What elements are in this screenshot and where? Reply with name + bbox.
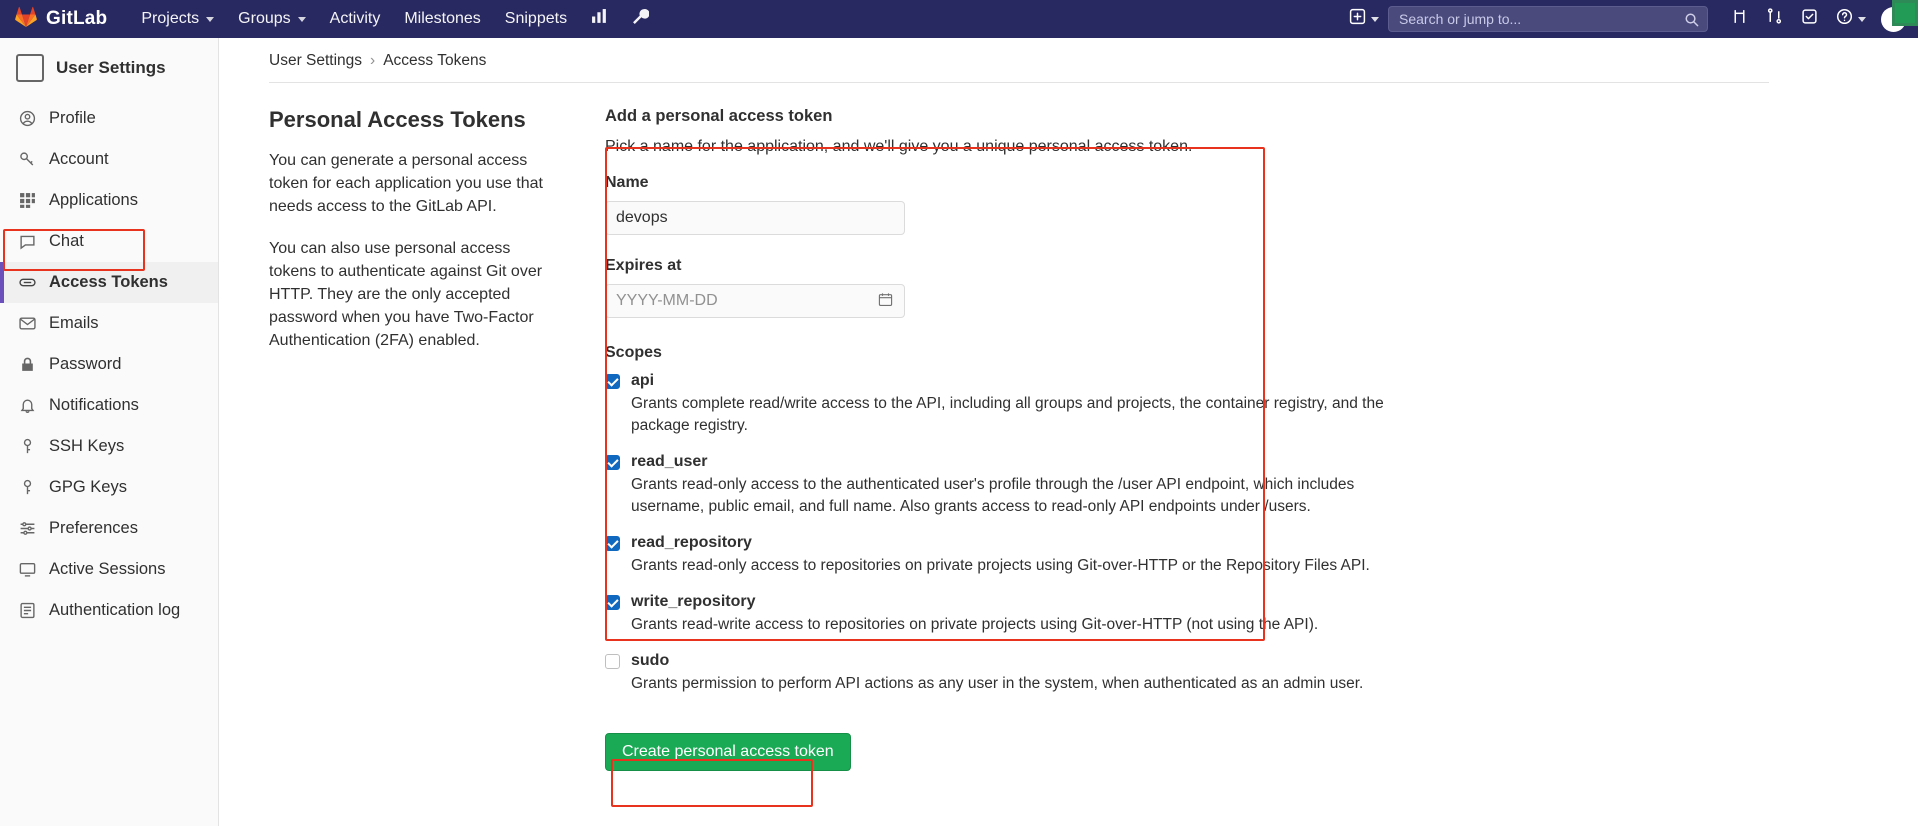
sidebar-item-account[interactable] [0,139,218,180]
sidebar-item-password[interactable] [0,344,218,385]
breadcrumb-current: Access Tokens [383,52,487,69]
sidebar-item-chat[interactable] [0,221,218,262]
sidebar-item-profile[interactable] [0,98,218,139]
chevron-down-icon [1858,17,1866,22]
sidebar-item-access-tokens[interactable] [0,262,218,303]
nav-label: Activity [329,10,381,27]
description-paragraph-2: You can also use personal access tokens to authenticate against Git over HTTP. They are the only accepted password when you have Two-Factor Authentication (2FA) enabled. [269,239,543,350]
nav-label: Snippets [504,10,568,27]
sidebar-item-label: Profile [49,109,96,127]
sidebar-item-label: Account [49,150,109,168]
help-icon [1836,8,1853,30]
sidebar-item-authentication-log[interactable] [0,590,218,631]
todos-icon [1801,8,1818,30]
apps-icon [18,191,37,210]
scope-read-user-label[interactable]: read_user [631,453,708,470]
sidebar-item-applications[interactable] [0,180,218,221]
issues-icon [1766,8,1783,30]
merge-request-icon [1731,8,1748,30]
gitlab-logo[interactable] [14,5,107,34]
breadcrumb [219,38,1918,70]
token-expires-input[interactable] [605,284,905,318]
description-column [269,107,549,771]
preferences-icon [18,519,37,538]
nav-right-group [1340,2,1906,36]
scope-read-repository [605,534,1395,577]
nav-item-admin[interactable] [620,0,661,38]
chevron-down-icon [206,17,214,22]
scope-api-checkbox[interactable] [605,374,620,389]
scope-sudo-checkbox[interactable] [605,654,620,669]
scope-api-description: Grants complete read/write access to the API, including all groups and projects, the container registry, and the package registry. [631,395,1384,434]
name-field-label: Name [605,174,649,191]
main-content [219,38,1918,826]
token-form-column [605,107,1395,771]
nav-item-analytics[interactable] [579,0,620,38]
sidebar-item-emails[interactable] [0,303,218,344]
expires-field-wrapper [605,284,905,318]
nav-label: Groups [238,10,291,27]
user-settings-icon [16,54,44,82]
corner-indicator [1892,0,1918,26]
merge-requests-button[interactable] [1722,2,1757,36]
scope-write-repository-checkbox[interactable] [605,595,620,610]
chevron-down-icon [298,17,306,22]
chat-icon [18,232,37,251]
wrench-icon [632,8,649,30]
gpg-key-icon [18,478,37,497]
help-button[interactable] [1827,2,1875,36]
token-icon [18,273,37,292]
page-title: Personal Access Tokens [269,107,526,132]
nav-label: Projects [141,10,200,27]
nav-label: Milestones [404,10,481,27]
nav-item-projects[interactable] [129,2,226,36]
search-icon [1684,12,1699,32]
scope-write-repository-description: Grants read-write access to repositories on private projects using Git-over-HTTP (not using the API). [631,616,1319,633]
sidebar-item-label: Password [49,355,122,373]
gitlab-tanuki-icon [14,5,38,34]
sidebar-item-label: Emails [49,314,99,332]
scope-sudo-description: Grants permission to perform API actions as any user in the system, when authenticated as an admin user. [631,675,1364,692]
breadcrumb-separator: › [370,52,376,69]
user-settings-sidebar [0,38,219,826]
form-heading: Add a personal access token [605,107,833,125]
global-search[interactable] [1388,6,1708,32]
page-body [0,38,1918,826]
chevron-down-icon [1371,17,1379,22]
todos-button[interactable] [1792,2,1827,36]
nav-item-snippets[interactable] [493,2,579,36]
form-description: Pick a name for the application, and we'll give you a unique personal access token. [605,138,1193,155]
sidebar-item-label: Chat [49,232,84,250]
scopes-label: Scopes [605,344,662,361]
sidebar-item-preferences[interactable] [0,508,218,549]
top-navigation-bar [0,0,1918,38]
bell-icon [18,396,37,415]
scope-api-label[interactable]: api [631,372,655,389]
scope-write-repository [605,593,1395,636]
user-icon [18,109,37,128]
sidebar-item-label: Applications [49,191,138,209]
sidebar-item-ssh-keys[interactable] [0,426,218,467]
scope-read-repository-checkbox[interactable] [605,536,620,551]
log-icon [18,601,37,620]
scope-sudo [605,652,1395,695]
nav-item-groups[interactable] [226,2,317,36]
sidebar-item-label: GPG Keys [49,478,127,496]
plus-square-icon [1349,8,1366,30]
gitlab-brand-text: GitLab [46,8,108,29]
breadcrumb-user-settings[interactable]: User Settings [269,52,363,69]
scope-read-repository-label[interactable]: read_repository [631,534,752,551]
sidebar-item-label: Active Sessions [49,560,166,578]
submit-wrapper [605,733,851,771]
mail-icon [18,314,37,333]
scope-api [605,372,1395,437]
issues-button[interactable] [1757,2,1792,36]
analytics-icon [591,8,608,30]
scope-read-user-description: Grants read-only access to the authenticated user's profile through the /user API endpoint, which includes username, public email, and full name. Also grants access to read-only API endpoints under /users. [631,476,1355,515]
nav-item-activity[interactable] [318,2,393,36]
ssh-key-icon [18,437,37,456]
sidebar-title-label: User Settings [56,58,166,77]
sidebar-item-active-sessions[interactable] [0,549,218,590]
content-columns [219,83,1799,771]
sidebar-item-label: Notifications [49,396,139,414]
search-input[interactable] [1397,10,1699,28]
sidebar-item-gpg-keys[interactable] [0,467,218,508]
sidebar-item-label: Preferences [49,519,138,537]
create-personal-access-token-button[interactable]: Create personal access token [605,733,851,771]
scope-read-user-checkbox[interactable] [605,455,620,470]
sidebar-item-label: SSH Keys [49,437,125,455]
sidebar-title [0,38,218,98]
sidebar-item-notifications[interactable] [0,385,218,426]
expires-field-label: Expires at [605,257,682,274]
scope-sudo-label[interactable]: sudo [631,652,670,669]
nav-menu [129,0,661,38]
sidebar-item-label: Access Tokens [49,273,168,291]
sidebar-item-label: Authentication log [49,601,181,619]
new-item-button[interactable] [1340,2,1388,36]
monitor-icon [18,560,37,579]
nav-item-milestones[interactable] [392,2,492,36]
scope-write-repository-label[interactable]: write_repository [631,593,756,610]
key-icon [18,150,37,169]
lock-icon [18,355,37,374]
scope-read-repository-description: Grants read-only access to repositories on private projects using Git-over-HTTP or the Repository Files API. [631,557,1370,574]
token-name-input[interactable] [605,201,905,235]
description-paragraph-1: You can generate a personal access token for each application you use that needs access to the GitLab API. [269,152,543,216]
scope-read-user [605,453,1395,518]
